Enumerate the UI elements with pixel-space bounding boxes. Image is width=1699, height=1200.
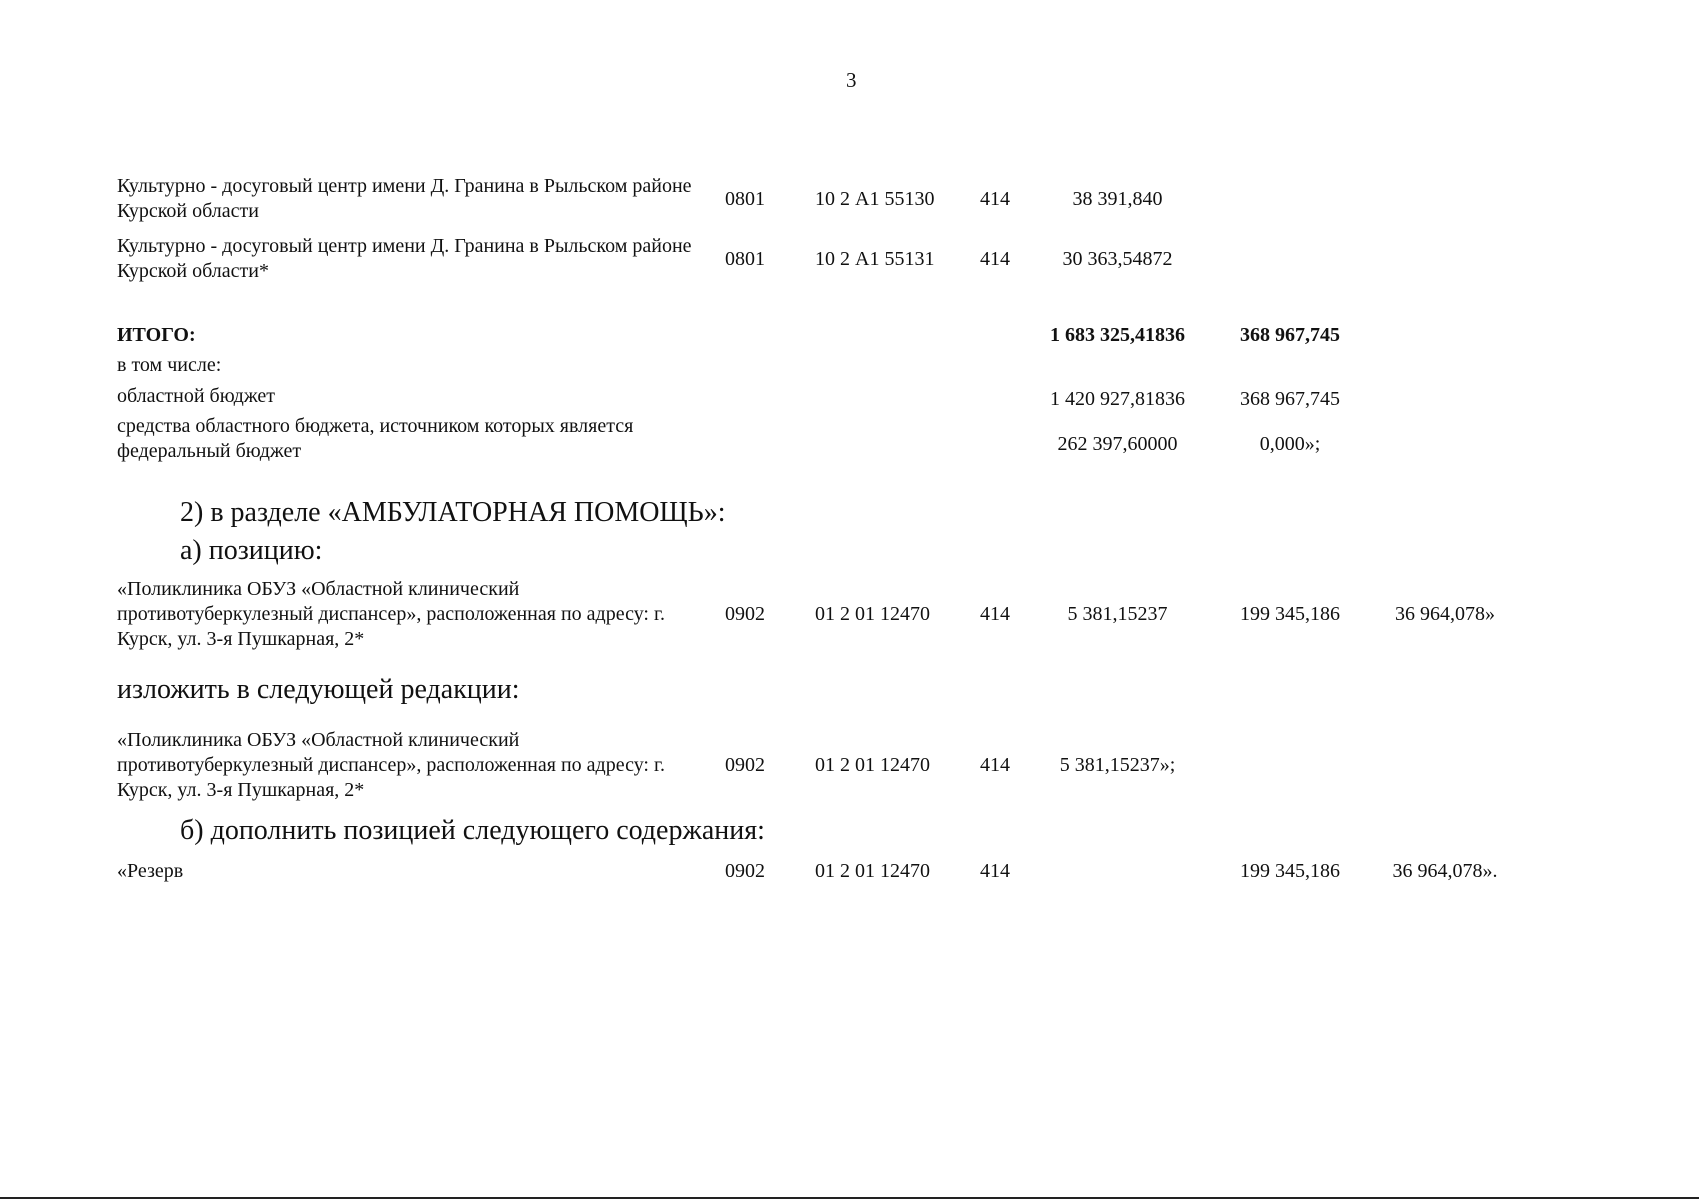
row-description: «Поликлиника ОБУЗ «Областной клинический противотуберкулезный диспансер», расположенная по адресу: г. Курск, ул. 3-я Пушкарная, 2* [117,729,665,801]
row-amount-2: 199 345,186 [1240,860,1340,882]
row-expense-type: 414 [980,188,1010,210]
federal-budget-amount-2: 0,000»; [1259,433,1321,455]
row-amount-1: 5 381,15237 [1067,603,1168,625]
row-target-code: 01 2 01 12470 [815,603,930,625]
row-amount-1: 5 381,15237»; [1059,754,1176,776]
row-expense-type: 414 [980,248,1010,270]
row-target-code: 01 2 01 12470 [815,754,930,776]
row-description: Культурно - досуговый центр имени Д. Гранина в Рыльском районе Курской области* [117,235,692,282]
federal-budget-amount-1: 262 397,60000 [1057,433,1178,455]
row-amount-3: 36 964,078». [1392,860,1498,882]
bottom-scan-edge [0,1197,1699,1199]
section-heading: 2) в разделе «АМБУЛАТОРНАЯ ПОМОЩЬ»: [180,497,726,528]
row-expense-type: 414 [980,754,1010,776]
row-target-code: 10 2 А1 55130 [815,188,935,210]
page-number: 3 [846,68,857,92]
totals-label: ИТОГО: [117,324,196,346]
item-a-heading: а) позицию: [180,535,323,566]
row-description: Культурно - досуговый центр имени Д. Гранина в Рыльском районе Курской области [117,175,692,222]
totals-amount-1: 1 683 325,41836 [1050,324,1185,346]
restate-heading: изложить в следующей редакции: [117,674,520,705]
row-expense-type: 414 [980,860,1010,882]
totals-amount-2: 368 967,745 [1240,324,1340,346]
regional-budget-label: областной бюджет [117,385,276,407]
row-description: «Поликлиника ОБУЗ «Областной клинический противотуберкулезный диспансер», расположенная по адресу: г. Курск, ул. 3-я Пушкарная, 2* [117,578,665,650]
row-target-code: 01 2 01 12470 [815,860,930,882]
regional-budget-amount-1: 1 420 927,81836 [1050,388,1185,410]
item-b-heading: б) дополнить позицией следующего содержания: [180,815,765,846]
totals-including-label: в том числе: [117,354,222,376]
row-section-code: 0801 [725,248,765,270]
federal-budget-label: средства областного бюджета, источником которых является федеральный бюджет [117,415,634,462]
row-description: «Резерв [117,860,184,882]
row-expense-type: 414 [980,603,1010,625]
row-amount-1: 38 391,840 [1072,188,1163,210]
row-amount-2: 199 345,186 [1240,603,1340,625]
row-section-code: 0902 [725,603,765,625]
row-amount-1: 30 363,54872 [1062,248,1173,270]
regional-budget-amount-2: 368 967,745 [1240,388,1340,410]
row-section-code: 0902 [725,754,765,776]
row-section-code: 0902 [725,860,765,882]
row-section-code: 0801 [725,188,765,210]
row-target-code: 10 2 А1 55131 [815,248,935,270]
row-amount-3: 36 964,078» [1395,603,1495,625]
